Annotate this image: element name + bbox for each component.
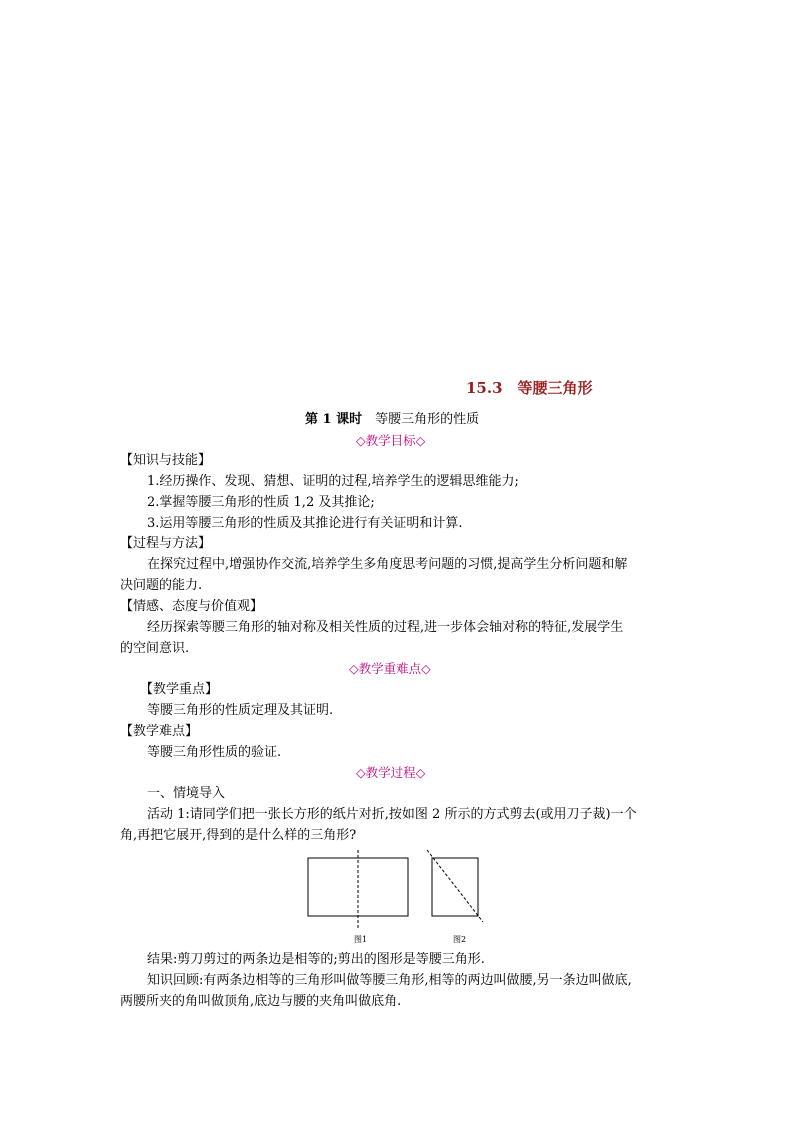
figure-drawing <box>300 848 500 948</box>
process-label: 【过程与方法】 <box>120 536 212 551</box>
key-label: 【教学重点】 <box>140 682 219 697</box>
process-line-1: 在探究过程中,增强协作交流,培养学生多角度思考问题的习惯,提高学生分析问题和解 <box>147 557 628 572</box>
paper-folding-figure <box>300 848 500 948</box>
key-text: 等腰三角形的性质定理及其证明. <box>147 703 334 718</box>
knowledge-item-1: 1.经历操作、发现、猜想、证明的过程,培养学生的逻辑思维能力; <box>147 474 519 489</box>
knowledge-item-2: 2.掌握等腰三角形的性质 1,2 及其推论; <box>147 495 375 510</box>
figure2-caption: 图2 <box>453 935 467 944</box>
chapter-title: 15.3 等腰三角形 <box>466 379 593 397</box>
process-heading: ◇教学过程◇ <box>356 765 426 780</box>
intro-label: 一、情境导入 <box>147 786 226 801</box>
difficulty-text: 等腰三角形性质的验证. <box>147 745 282 760</box>
difficulty-label: 【教学难点】 <box>120 724 199 739</box>
review-line-1: 知识回顾:有两条边相等的三角形叫做等腰三角形,相等的两边叫做腰,另一条边叫做底, <box>147 973 632 988</box>
knowledge-label: 【知识与技能】 <box>120 453 212 468</box>
emotion-line-2: 的空间意识. <box>120 641 190 656</box>
result-text: 结果:剪刀剪过的两条边是相等的;剪出的图形是等腰三角形. <box>147 952 485 967</box>
lesson-subtitle: 等腰三角形的性质 <box>362 412 480 427</box>
activity-line-1: 活动 1:请同学们把一张长方形的纸片对折,按如图 2 所示的方式剪去(或用刀子裁)一个 <box>147 807 637 822</box>
key-points-heading: ◇教学重难点◇ <box>349 661 431 676</box>
activity-line-2: 角,再把它展开,得到的是什么样的三角形? <box>120 828 357 843</box>
process-line-2: 决问题的能力. <box>120 578 203 593</box>
figure2-cut-line <box>427 850 483 922</box>
figure1-caption: 图1 <box>354 935 368 944</box>
lesson-number: 第 1 课时 <box>305 412 363 427</box>
lesson-title <box>305 411 479 429</box>
emotion-label: 【情感、态度与价值观】 <box>120 599 264 614</box>
objectives-heading: ◇教学目标◇ <box>356 433 426 448</box>
knowledge-item-3: 3.运用等腰三角形的性质及其推论进行有关证明和计算. <box>147 516 463 531</box>
review-line-2: 两腰所夹的角叫做顶角,底边与腰的夹角叫做底角. <box>120 994 402 1009</box>
emotion-line-1: 经历探索等腰三角形的轴对称及相关性质的过程,进一步体会轴对称的特征,发展学生 <box>147 620 624 635</box>
